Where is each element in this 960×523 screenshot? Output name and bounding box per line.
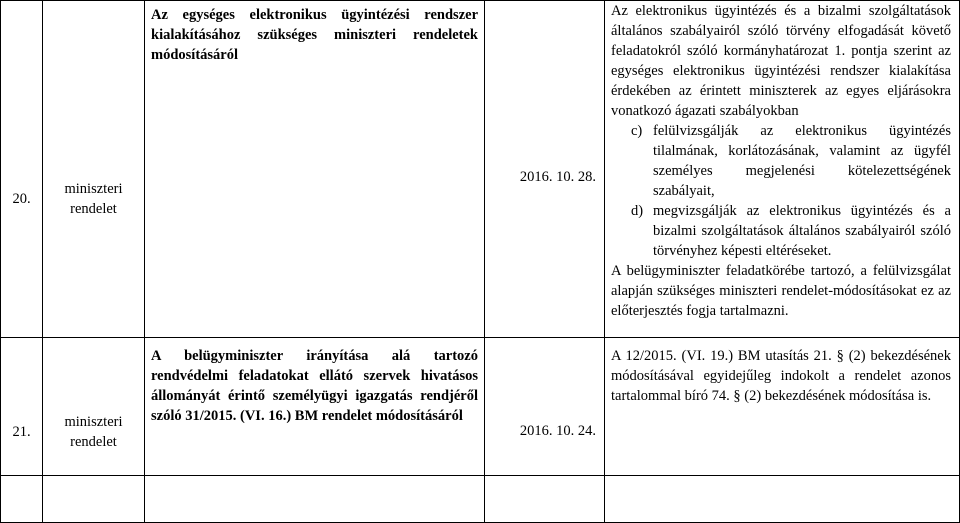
row-description-cell bbox=[605, 1, 960, 338]
empty-cell bbox=[605, 476, 960, 523]
row-number-cell bbox=[1, 1, 43, 338]
row-type-cell bbox=[43, 1, 145, 338]
row-title: Az egységes elektronikus ügyintézési rendszer kialakításához szükséges miniszteri rendeletek módosításáról bbox=[151, 7, 478, 63]
empty-cell bbox=[485, 476, 605, 523]
row-number-cell bbox=[1, 338, 43, 476]
row-description-cell bbox=[605, 338, 960, 476]
row-date-cell bbox=[485, 338, 605, 476]
description-intro: Az elektronikus ügyintézés és a bizalmi szolgáltatások általános szabályairól szóló törvény elfogadását követő feladatokról szóló kormányhatározat 1. pontja szerint az egységes elektronikus ügyintézési rendszer kialakítása érdekében az érintett miniszterek az egyes eljárásokra vonatkozó ágazati szabályokban bbox=[611, 3, 951, 119]
description-item-c bbox=[611, 121, 951, 201]
description-item-d bbox=[611, 201, 951, 261]
item-text: felülvizsgálják az elektronikus ügyintézés tilalmának, korlátozásának, valamint az ügyfél személyes megjelenési kötelezettségének szabályait, bbox=[653, 123, 951, 199]
row-type: miniszteri rendelet bbox=[64, 413, 123, 450]
row-number: 21. bbox=[12, 423, 31, 440]
row-type-cell bbox=[43, 338, 145, 476]
table-row-empty bbox=[1, 476, 960, 523]
row-number: 20. bbox=[12, 191, 31, 207]
empty-cell bbox=[43, 476, 145, 523]
item-text: megvizsgálják az elektronikus ügyintézés és a bizalmi szolgáltatások általános szabályairól szóló törvényhez képesti eltéréseket. bbox=[653, 203, 951, 259]
row-date-cell bbox=[485, 1, 605, 338]
row-date: 2016. 10. 28. bbox=[519, 169, 596, 185]
empty-cell bbox=[1, 476, 43, 523]
row-type: miniszteri rendelet bbox=[64, 181, 123, 217]
table-row bbox=[1, 338, 960, 476]
row-description: A 12/2015. (VI. 19.) BM utasítás 21. § (2) bekezdésének módosításával egyidejűleg indokolt a rendelet azonos tartalommal bíró 74. § (2) bekezdésének módosítása is. bbox=[611, 348, 951, 404]
row-title-cell bbox=[145, 1, 485, 338]
row-date: 2016. 10. 24. bbox=[519, 423, 596, 439]
description-outro: A belügyminiszter feladatkörébe tartozó, a felülvizsgálat alapján szükséges miniszteri rendelet-módosításokat ez az előterjesztés fogja tartalmazni. bbox=[611, 263, 951, 319]
item-label: c) bbox=[631, 123, 643, 139]
row-title-cell bbox=[145, 338, 485, 476]
row-title: A belügyminiszter irányítása alá tartozó rendvédelmi feladatokat ellátó szervek hivatásos állományát érintő személyügyi igazgatás rendjéről szóló 31/2015. (VI. 16.) BM rendelet módosításáról bbox=[151, 348, 478, 424]
empty-cell bbox=[145, 476, 485, 523]
item-label: d) bbox=[631, 203, 644, 219]
